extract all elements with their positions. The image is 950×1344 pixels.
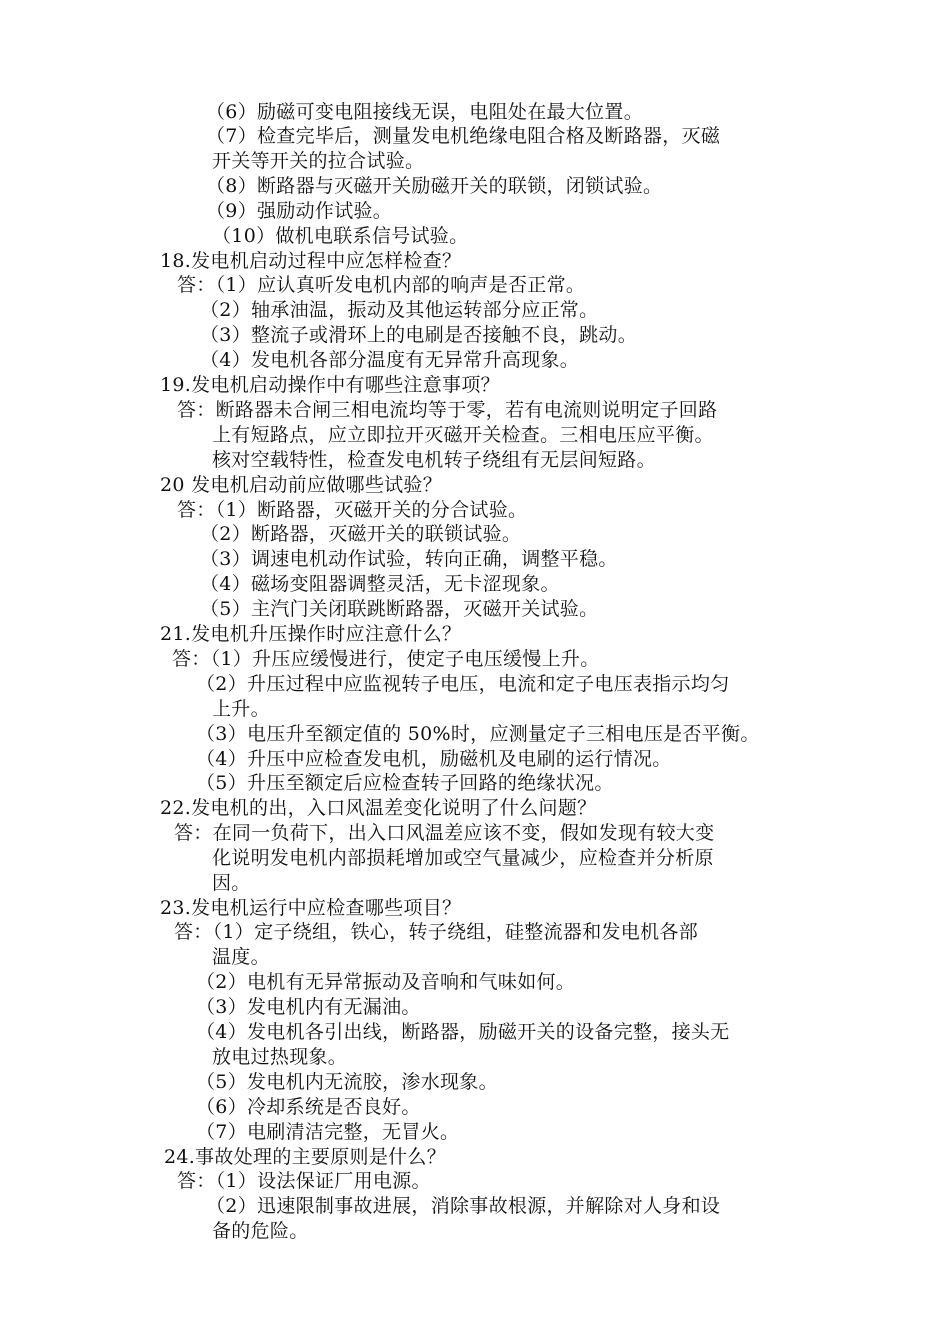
text-line: （4）磁场变阻器调整灵活，无卡涩现象。 [200, 573, 560, 595]
question-heading: 24.事故处理的主要原则是什么？ [164, 1146, 447, 1168]
question-heading: 23.发电机运行中应检查哪些项目？ [160, 897, 462, 919]
text-line: （6）冷却系统是否良好。 [196, 1096, 421, 1118]
text-line: （4）发电机各引出线，断路器，励磁开关的设备完整，接头无 [196, 1021, 730, 1043]
question-heading: 22.发电机的出，入口风温差变化说明了什么问题？ [160, 797, 597, 819]
text-line: （5）发电机内无流胶，渗水现象。 [196, 1071, 498, 1093]
text-line: （4）升压中应检查发电机，励磁机及电刷的运行情况。 [196, 748, 672, 770]
answer-line: 答：（1）设法保证厂用电源。 [177, 1170, 431, 1192]
text-line: （2）升压过程中应监视转子电压，电流和定子电压表指示均匀 [196, 673, 730, 695]
text-line: （2）轴承油温，振动及其他运转部分应正常。 [200, 299, 599, 321]
text-line: 上有短路点，应立即拉开灭磁开关检查。三相电压应平衡。 [212, 424, 714, 446]
text-line: （7）检查完毕后，测量发电机绝缘电阻合格及断路器，灭磁 [206, 125, 721, 147]
question-heading: 19.发电机启动操作中有哪些注意事项？ [160, 374, 500, 396]
text-line: （3）调速电机动作试验，转向正确，调整平稳。 [200, 548, 618, 570]
text-line: （5）升压至额定后应检查转子回路的绝缘状况。 [196, 772, 614, 794]
text-line: （5）主汽门关闭联跳断路器，灭磁开关试验。 [200, 598, 599, 620]
text-line: 因。 [212, 872, 251, 894]
text-line: （3）电压升至额定值的 50%时，应测量定子三相电压是否平衡。 [196, 723, 760, 745]
text-line: （2）电机有无异常振动及音响和气味如何。 [196, 971, 576, 993]
text-line: 上升。 [212, 698, 270, 720]
question-heading: 21.发电机升压操作时应注意什么？ [160, 623, 462, 645]
answer-line: 答：（1）断路器，灭磁开关的分合试验。 [177, 499, 528, 521]
text-line: 化说明发电机内部损耗增加或空气量减少，应检查并分析原 [212, 847, 714, 869]
text-line: 备的危险。 [212, 1220, 309, 1242]
text-line: （7）电刷清洁完整，无冒火。 [196, 1121, 460, 1143]
text-line: 放电过热现象。 [212, 1046, 348, 1068]
answer-line: 答：（1）升压应缓慢进行，使定子电压缓慢上升。 [172, 648, 600, 670]
text-line: （3）发电机内有无漏油。 [196, 996, 421, 1018]
text-line: （2）迅速限制事故进展，消除事故根源，并解除对人身和设 [206, 1195, 721, 1217]
text-line: 开关等开关的拉合试验。 [212, 150, 425, 172]
text-line: （3）整流子或滑环上的电刷是否接触不良，跳动。 [200, 324, 637, 346]
answer-line: 答：断路器未合闸三相电流均等于零，若有电流则说明定子回路 [177, 399, 718, 421]
text-line: （4）发电机各部分温度有无异常升高现象。 [200, 349, 580, 371]
question-heading: 18.发电机启动过程中应怎样检查？ [160, 250, 462, 272]
text-line: （10）做机电联系信号试验。 [212, 225, 469, 247]
answer-line: 答：（1）定子绕组，铁心，转子绕组，硅整流器和发电机各部 [174, 921, 698, 943]
answer-line: 答：在同一负荷下，出入口风温差应该不变，假如发现有较大变 [174, 822, 715, 844]
text-line: 温度。 [212, 946, 270, 968]
text-line: （6）励磁可变电阻接线无误，电阻处在最大位置。 [206, 101, 643, 123]
question-heading: 20 发电机启动前应做哪些试验？ [160, 474, 443, 496]
text-line: （8）断路器与灭磁开关励磁开关的联锁，闭锁试验。 [206, 175, 663, 197]
text-line: （9）强励动作试验。 [206, 200, 393, 222]
text-line: （2）断路器，灭磁开关的联锁试验。 [200, 523, 522, 545]
answer-line: 答：（1）应认真听发电机内部的响声是否正常。 [177, 274, 586, 296]
text-line: 核对空载特性，检查发电机转子绕组有无层间短路。 [212, 449, 656, 471]
